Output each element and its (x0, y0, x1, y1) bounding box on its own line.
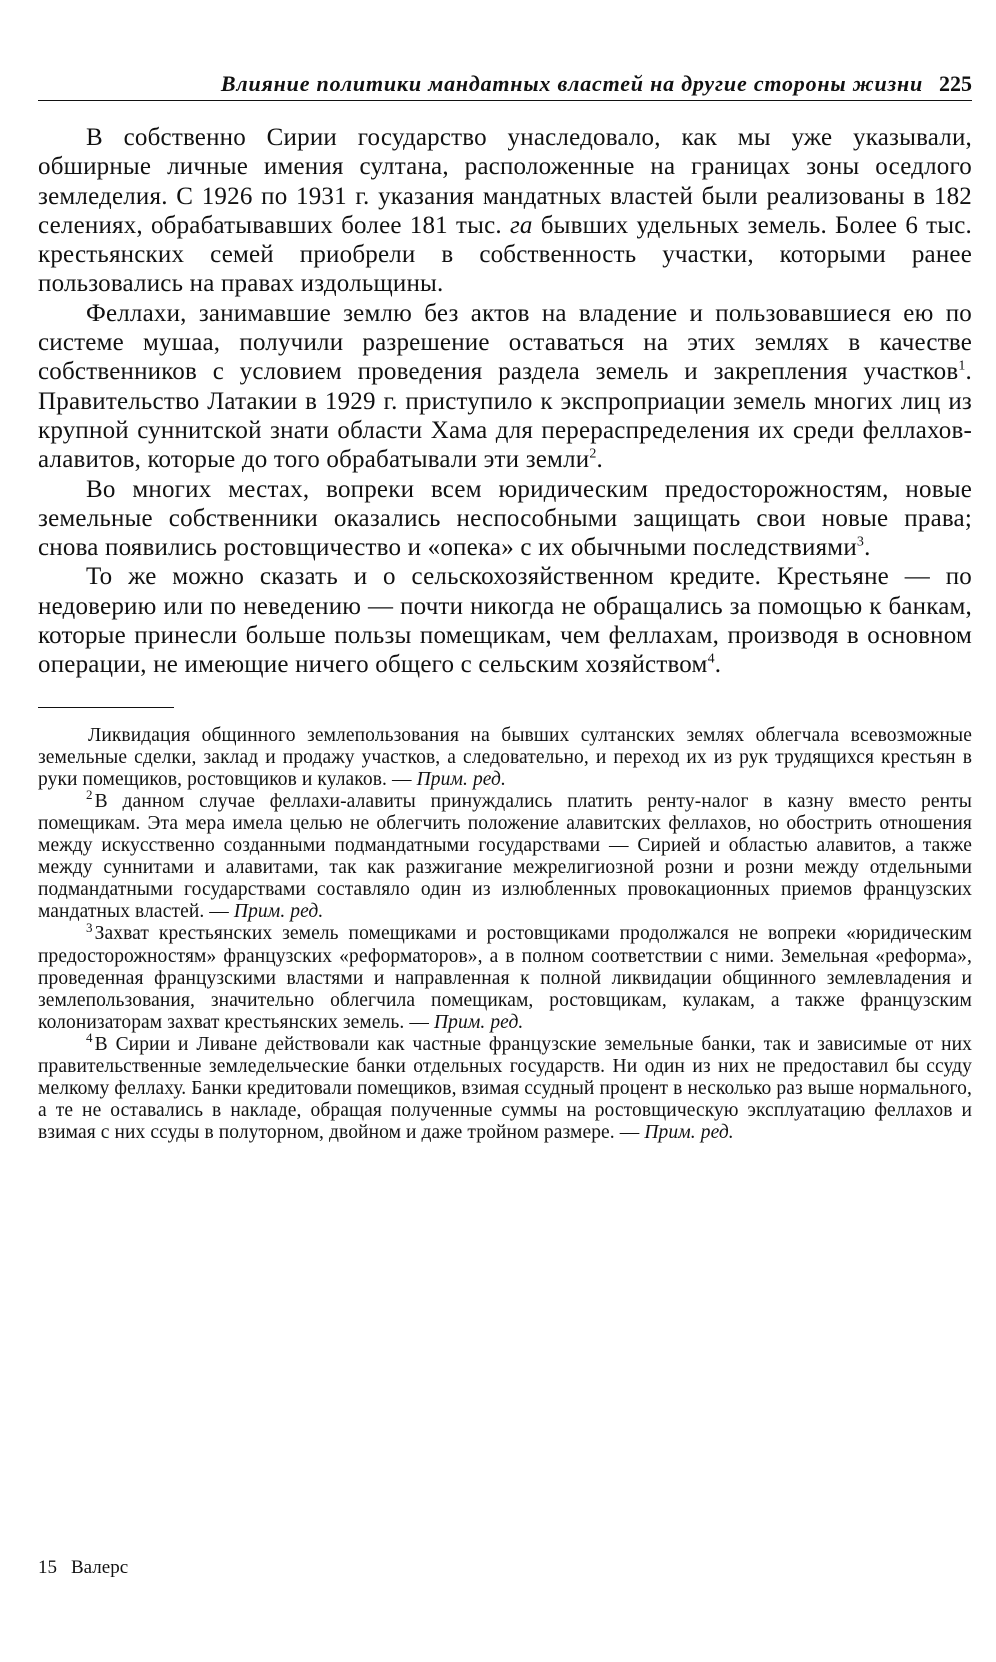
paragraph: В собственно Сирии государство унаследовало, как мы уже указывали, обширные личные имения султана, расположенные на границах зоны оседлого земледелия. С 1926 по 1931 г. указания мандатных властей были реализованы в 182 селениях, обрабатывавших более 181 тыс. га бывших удельных земель. Более 6 тыс. крестьянских семей приобрели в собственность участки, которыми ранее пользовались на правах издольщины. (38, 124, 973, 298)
paragraph: То же можно сказать и о сельскохозяйственном кредите. Крестьяне — по недоверию или по неведению — почти никогда не обращались за помощью к банкам, которые принесли больше пользы помещикам, чем феллахам, производя в основном операции, не имеющие ничего общего с сельским хозяйством$^4$. (38, 563, 972, 679)
signature-label: Валерс (71, 1557, 129, 1578)
running-header (38, 62, 972, 101)
paragraph: Во многих местах, вопреки всем юридическим предосторожностям, новые земельные собственники оказались неспособными защищать свои новые права; снова появились ростовщичество и «опека» с их обычными последствиями$^3$. (38, 475, 972, 562)
signature-number: 15 (38, 1557, 57, 1578)
main-text (38, 123, 972, 680)
editor-note-tag: Прим. ред. (644, 1122, 734, 1144)
editor-note-tag: Прим. ред. (233, 901, 324, 923)
footnote-ref: 2 (589, 446, 597, 462)
footnote: $^4$ В Сирии и Ливане действовали как частные французские земельные банки, так и зависимые от них правительственные земледельческие банки отдельных государств. Ни один из них не предоставил бы ссуду мелкому феллаху. Банки кредитовали помещиков, взимая ссудный процент в несколько раз выше нормального, а те не оставались в накладе, обращая полученные суммы на ростовщическую эксплуатацию феллахов и взимая с них ссуды в полуторном, двойном и даже тройном размере. — Прим. ред. (38, 1030, 972, 1144)
footnote-divider (38, 707, 174, 708)
footnote-ref: 4 (707, 652, 715, 668)
footnote: $^3$ Захват крестьянских земель помещиками и ростовщиками продолжался не вопреки «юридическим предосторожностям» французских «реформаторов», а в полном соответствии с ними. Земельная «реформа», проведенная французскими властями и направленная к полной ликвидации общинного землевладения и землепользования, значительно облегчила помещикам, ростовщикам, кулакам, а также французским колонизаторам захват крестьянских земель. — Прим. ред. (38, 919, 972, 1033)
book-page (0, 62, 996, 1662)
footnote-ref: 1 (958, 359, 966, 375)
paragraph: Феллахи, занимавшие землю без актов на владение и пользовавшиеся ею по системе мушаа, получили разрешение оставаться на этих землях в качестве собственников с условием проведения раздела земель и закрепления участков$^1$. Правительство Латакии в 1929 г. приступило к экспроприации земель многих лиц из крупной суннитской знати области Хама для перераспределения их среди феллахов-алавитов, которые до того обрабатывали эти земли$^2$. (38, 299, 972, 474)
printer-signature (38, 1558, 128, 1577)
page-number: 225 (939, 71, 972, 96)
editor-note-tag: Прим. ред. (433, 1011, 524, 1033)
footnote: Ликвидация общинного землепользования на бывших султанских землях облегчала всевозможные земельные сделки, заклад и продажу участков, а следовательно, и переход их из рук трудящихся крестьян в руки помещиков, ростовщиков и кулаков. — Прим. ред. (38, 724, 972, 790)
footnote-ref: 3 (856, 534, 865, 550)
footnotes (38, 725, 972, 1145)
running-header-title: Влияние политики мандатных властей на другие стороны жизни (220, 71, 923, 96)
footnote: $^2$ В данном случае феллахи-алавиты принуждались платить ренту-налог в казну вместо ренты помещикам. Эта мера имела целью не облегчить положение алавитских феллахов, но обострить отношения между искусственно созданными подмандатными государствами — Сирией и областью алавитов, а также между суннитами и алавитами, так как разжигание межрелигиозной розни и розни между отдельными подмандатными государствами составляло один из излюбленных провокационных приемов французских мандатных властей. — Прим. ред. (38, 787, 972, 923)
editor-note-tag: Прим. ред. (416, 768, 506, 790)
